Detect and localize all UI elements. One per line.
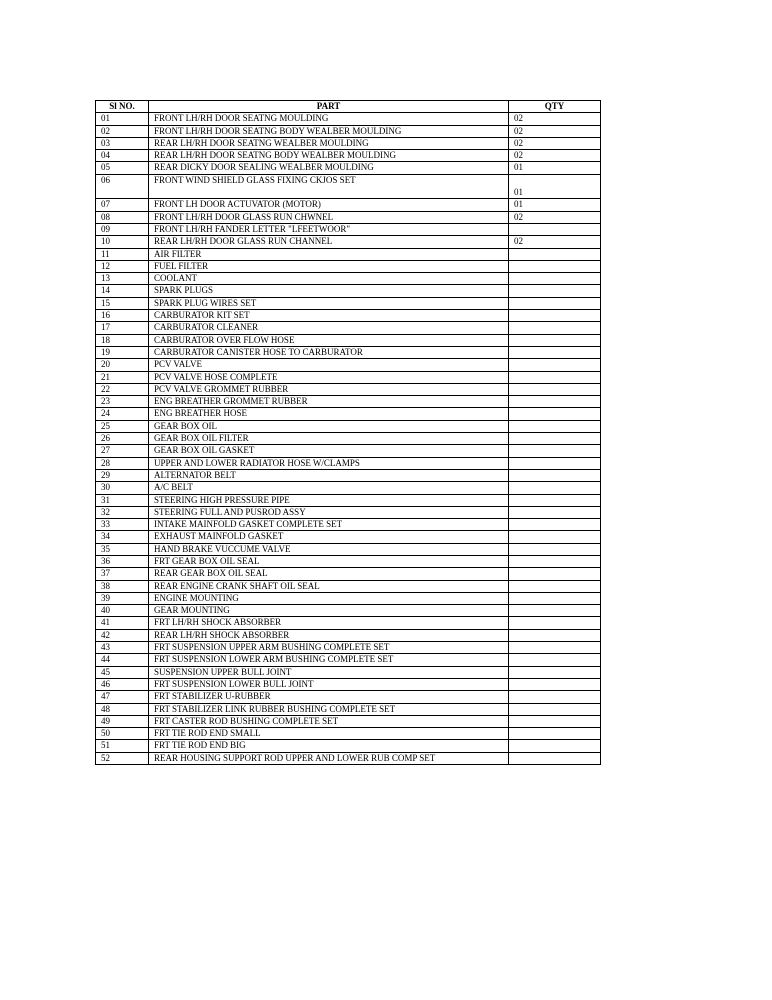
cell-part: FRT TIE ROD END SMALL	[149, 728, 509, 740]
cell-sl-no: 22	[96, 383, 149, 395]
cell-qty	[509, 346, 601, 358]
cell-qty	[509, 260, 601, 272]
cell-qty	[509, 310, 601, 322]
cell-part: ENG BREATHER GROMMET RUBBER	[149, 396, 509, 408]
table-row	[96, 752, 601, 764]
table-row	[96, 297, 601, 309]
cell-qty	[509, 555, 601, 567]
cell-part: FRONT LH/RH FANDER LETTER "LFEETWOOR"	[149, 223, 509, 235]
cell-sl-no: 17	[96, 322, 149, 334]
table-row	[96, 433, 601, 445]
cell-sl-no: 20	[96, 359, 149, 371]
table-row	[96, 482, 601, 494]
cell-sl-no: 48	[96, 703, 149, 715]
cell-part: FRT STABILIZER LINK RUBBER BUSHING COMPLETE SET	[149, 703, 509, 715]
cell-part: INTAKE MAINFOLD GASKET COMPLETE SET	[149, 519, 509, 531]
table-row	[96, 310, 601, 322]
cell-sl-no: 35	[96, 543, 149, 555]
cell-part: FRONT LH/RH DOOR SEATNG MOULDING	[149, 113, 509, 125]
cell-part: ENGINE MOUNTING	[149, 592, 509, 604]
cell-sl-no: 05	[96, 162, 149, 174]
table-row	[96, 715, 601, 727]
table-row	[96, 691, 601, 703]
table-row	[96, 322, 601, 334]
table-row	[96, 162, 601, 174]
table-row	[96, 568, 601, 580]
cell-part: GEAR BOX OIL GASKET	[149, 445, 509, 457]
table-row	[96, 408, 601, 420]
cell-part: CARBURATOR CLEANER	[149, 322, 509, 334]
cell-sl-no: 21	[96, 371, 149, 383]
table-row	[96, 666, 601, 678]
cell-part: SPARK PLUGS	[149, 285, 509, 297]
table-row	[96, 236, 601, 248]
table-row	[96, 592, 601, 604]
table-row	[96, 359, 601, 371]
cell-part: UPPER AND LOWER RADIATOR HOSE W/CLAMPS	[149, 457, 509, 469]
cell-part: FRT CASTER ROD BUSHING COMPLETE SET	[149, 715, 509, 727]
cell-part: FRT SUSPENSION LOWER BULL JOINT	[149, 678, 509, 690]
cell-sl-no: 07	[96, 199, 149, 211]
cell-part: FRT SUSPENSION UPPER ARM BUSHING COMPLETE SET	[149, 642, 509, 654]
cell-qty	[509, 408, 601, 420]
table-row	[96, 273, 601, 285]
cell-qty: 01	[509, 199, 601, 211]
cell-sl-no: 45	[96, 666, 149, 678]
cell-qty	[509, 605, 601, 617]
cell-part: CARBURATOR KIT SET	[149, 310, 509, 322]
cell-qty	[509, 715, 601, 727]
cell-qty	[509, 543, 601, 555]
table-row	[96, 531, 601, 543]
cell-qty	[509, 334, 601, 346]
table-row	[96, 260, 601, 272]
table-row	[96, 383, 601, 395]
cell-qty	[509, 223, 601, 235]
cell-sl-no: 10	[96, 236, 149, 248]
cell-qty	[509, 457, 601, 469]
cell-sl-no: 24	[96, 408, 149, 420]
cell-qty	[509, 322, 601, 334]
cell-qty	[509, 568, 601, 580]
cell-qty	[509, 666, 601, 678]
cell-sl-no: 25	[96, 420, 149, 432]
cell-part: COOLANT	[149, 273, 509, 285]
table-row	[96, 494, 601, 506]
cell-qty	[509, 654, 601, 666]
cell-qty	[509, 433, 601, 445]
cell-sl-no: 06	[96, 174, 149, 199]
table-row	[96, 420, 601, 432]
cell-part: REAR LH/RH SHOCK ABSORBER	[149, 629, 509, 641]
cell-part: GEAR BOX OIL FILTER	[149, 433, 509, 445]
table-row	[96, 555, 601, 567]
table-row	[96, 629, 601, 641]
cell-sl-no: 11	[96, 248, 149, 260]
cell-sl-no: 19	[96, 346, 149, 358]
cell-sl-no: 12	[96, 260, 149, 272]
table-row	[96, 605, 601, 617]
cell-qty	[509, 506, 601, 518]
cell-sl-no: 26	[96, 433, 149, 445]
cell-part: AIR FILTER	[149, 248, 509, 260]
cell-part: FRONT LH/RH DOOR GLASS RUN CHWNEL	[149, 211, 509, 223]
cell-sl-no: 29	[96, 469, 149, 481]
cell-qty: 02	[509, 113, 601, 125]
table-row	[96, 728, 601, 740]
cell-qty	[509, 445, 601, 457]
table-row	[96, 740, 601, 752]
cell-qty	[509, 678, 601, 690]
cell-part: FRT STABILIZER U-RUBBER	[149, 691, 509, 703]
cell-part: PCV VALVE HOSE COMPLETE	[149, 371, 509, 383]
parts-table	[95, 100, 601, 765]
cell-qty	[509, 531, 601, 543]
cell-part: HAND BRAKE VUCCUME VALVE	[149, 543, 509, 555]
table-row	[96, 396, 601, 408]
cell-part: FRT LH/RH SHOCK ABSORBER	[149, 617, 509, 629]
cell-sl-no: 14	[96, 285, 149, 297]
cell-qty: 02	[509, 211, 601, 223]
cell-sl-no: 04	[96, 150, 149, 162]
cell-sl-no: 37	[96, 568, 149, 580]
cell-sl-no: 09	[96, 223, 149, 235]
cell-part: REAR DICKY DOOR SEALING WEALBER MOULDING	[149, 162, 509, 174]
cell-part: STEERING FULL AND PUSROD ASSY	[149, 506, 509, 518]
cell-part: FRONT WIND SHIELD GLASS FIXING CKJOS SET	[149, 174, 509, 199]
cell-qty: 02	[509, 137, 601, 149]
cell-part: PCV VALVE	[149, 359, 509, 371]
table-row	[96, 654, 601, 666]
table-row	[96, 199, 601, 211]
table-row	[96, 150, 601, 162]
cell-sl-no: 34	[96, 531, 149, 543]
table-row	[96, 223, 601, 235]
cell-part: SUSPENSION UPPER BULL JOINT	[149, 666, 509, 678]
cell-qty: 01	[509, 174, 601, 199]
cell-sl-no: 42	[96, 629, 149, 641]
cell-qty	[509, 617, 601, 629]
cell-sl-no: 43	[96, 642, 149, 654]
table-row	[96, 506, 601, 518]
table-row	[96, 519, 601, 531]
cell-sl-no: 46	[96, 678, 149, 690]
cell-sl-no: 50	[96, 728, 149, 740]
cell-part: REAR HOUSING SUPPORT ROD UPPER AND LOWER RUB COMP SET	[149, 752, 509, 764]
cell-part: REAR LH/RH DOOR SEATNG WEALBER MOULDING	[149, 137, 509, 149]
cell-sl-no: 40	[96, 605, 149, 617]
cell-part: A/C BELT	[149, 482, 509, 494]
cell-sl-no: 32	[96, 506, 149, 518]
cell-part: REAR ENGINE CRANK SHAFT OIL SEAL	[149, 580, 509, 592]
cell-sl-no: 18	[96, 334, 149, 346]
cell-qty	[509, 482, 601, 494]
cell-sl-no: 47	[96, 691, 149, 703]
table-row	[96, 642, 601, 654]
cell-qty	[509, 273, 601, 285]
cell-sl-no: 36	[96, 555, 149, 567]
cell-sl-no: 41	[96, 617, 149, 629]
cell-sl-no: 44	[96, 654, 149, 666]
table-row	[96, 703, 601, 715]
cell-part: FRONT LH/RH DOOR SEATNG BODY WEALBER MOULDING	[149, 125, 509, 137]
table-row	[96, 174, 601, 199]
cell-part: CARBURATOR OVER FLOW HOSE	[149, 334, 509, 346]
cell-sl-no: 13	[96, 273, 149, 285]
cell-qty: 02	[509, 150, 601, 162]
cell-qty	[509, 248, 601, 260]
table-row	[96, 457, 601, 469]
table-row	[96, 678, 601, 690]
cell-part: REAR LH/RH DOOR SEATNG BODY WEALBER MOULDING	[149, 150, 509, 162]
cell-sl-no: 02	[96, 125, 149, 137]
cell-sl-no: 23	[96, 396, 149, 408]
cell-sl-no: 51	[96, 740, 149, 752]
cell-part: ALTERNATOR BELT	[149, 469, 509, 481]
cell-qty	[509, 297, 601, 309]
cell-sl-no: 16	[96, 310, 149, 322]
table-row	[96, 346, 601, 358]
cell-part: FRT SUSPENSION LOWER ARM BUSHING COMPLETE SET	[149, 654, 509, 666]
cell-sl-no: 33	[96, 519, 149, 531]
table-row	[96, 285, 601, 297]
cell-part: STEERING HIGH PRESSURE PIPE	[149, 494, 509, 506]
cell-part: ENG BREATHER HOSE	[149, 408, 509, 420]
cell-sl-no: 52	[96, 752, 149, 764]
cell-sl-no: 15	[96, 297, 149, 309]
table-row	[96, 469, 601, 481]
cell-part: FRT GEAR BOX OIL SEAL	[149, 555, 509, 567]
cell-qty	[509, 580, 601, 592]
cell-part: REAR LH/RH DOOR GLASS RUN CHANNEL	[149, 236, 509, 248]
cell-part: SPARK PLUG WIRES SET	[149, 297, 509, 309]
cell-part: REAR GEAR BOX OIL SEAL	[149, 568, 509, 580]
cell-qty	[509, 703, 601, 715]
cell-part: PCV VALVE GROMMET RUBBER	[149, 383, 509, 395]
table-row	[96, 248, 601, 260]
cell-qty: 02	[509, 125, 601, 137]
cell-sl-no: 08	[96, 211, 149, 223]
cell-qty	[509, 629, 601, 641]
table-row	[96, 113, 601, 125]
table-row	[96, 445, 601, 457]
cell-sl-no: 39	[96, 592, 149, 604]
cell-qty	[509, 469, 601, 481]
cell-qty: 01	[509, 162, 601, 174]
cell-qty	[509, 728, 601, 740]
table-row	[96, 543, 601, 555]
cell-sl-no: 49	[96, 715, 149, 727]
table-row	[96, 617, 601, 629]
cell-qty	[509, 642, 601, 654]
table-row	[96, 371, 601, 383]
table-row	[96, 580, 601, 592]
table-row	[96, 211, 601, 223]
cell-qty	[509, 396, 601, 408]
cell-qty	[509, 420, 601, 432]
cell-part: GEAR MOUNTING	[149, 605, 509, 617]
cell-sl-no: 30	[96, 482, 149, 494]
header-row	[96, 101, 601, 113]
cell-sl-no: 27	[96, 445, 149, 457]
cell-sl-no: 03	[96, 137, 149, 149]
cell-qty	[509, 383, 601, 395]
header-part: PART	[149, 101, 509, 113]
cell-qty	[509, 752, 601, 764]
cell-part: FRT TIE ROD END BIG	[149, 740, 509, 752]
cell-qty: 02	[509, 236, 601, 248]
header-qty: QTY	[509, 101, 601, 113]
cell-sl-no: 38	[96, 580, 149, 592]
header-sl-no: Sl NO.	[96, 101, 149, 113]
cell-qty	[509, 371, 601, 383]
cell-part: CARBURATOR CANISTER HOSE TO CARBURATOR	[149, 346, 509, 358]
cell-part: GEAR BOX OIL	[149, 420, 509, 432]
cell-part: FUEL FILTER	[149, 260, 509, 272]
table-row	[96, 125, 601, 137]
cell-sl-no: 01	[96, 113, 149, 125]
cell-sl-no: 31	[96, 494, 149, 506]
cell-qty	[509, 359, 601, 371]
cell-qty	[509, 740, 601, 752]
table-row	[96, 137, 601, 149]
cell-qty	[509, 691, 601, 703]
cell-part: EXHAUST MAINFOLD GASKET	[149, 531, 509, 543]
table-row	[96, 334, 601, 346]
cell-qty	[509, 494, 601, 506]
cell-qty	[509, 519, 601, 531]
cell-qty	[509, 592, 601, 604]
cell-part: FRONT LH DOOR ACTUVATOR (MOTOR)	[149, 199, 509, 211]
cell-qty	[509, 285, 601, 297]
cell-sl-no: 28	[96, 457, 149, 469]
